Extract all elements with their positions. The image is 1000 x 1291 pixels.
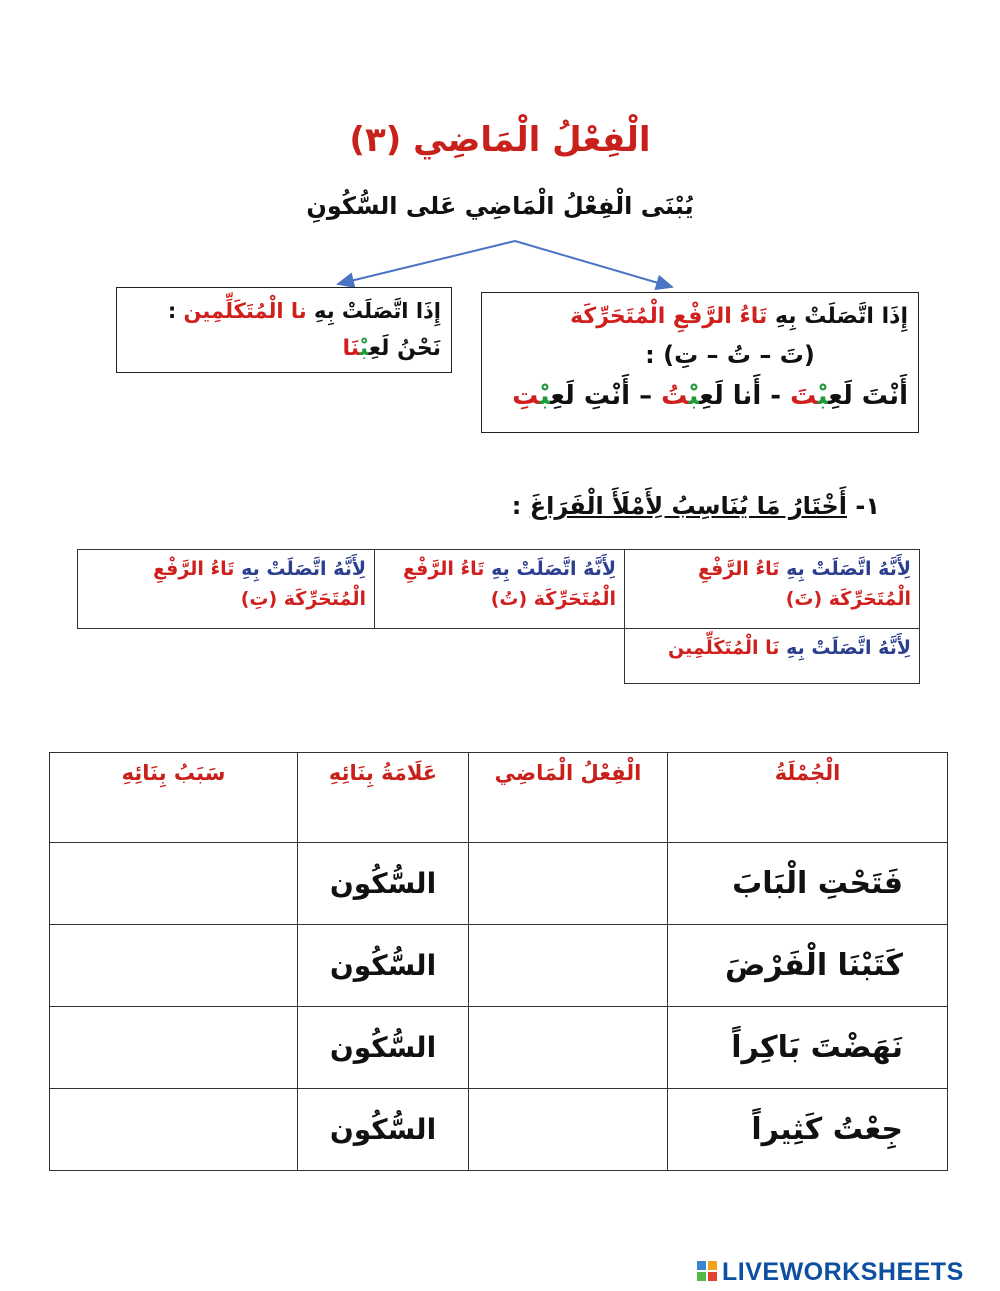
option-4-term: نَا الْمُتَكَلِّمِين xyxy=(668,637,780,659)
option-2[interactable] xyxy=(374,549,625,629)
example-3-suffix: تِ xyxy=(512,381,540,411)
page-title: الْفِعْلُ الْمَاضِي (٣) xyxy=(349,120,651,160)
question-text: أَخْتَارُ مَا يُنَاسِبُ لِأَمْلَأَ الْفَرَاغَ xyxy=(529,492,848,520)
arrow-left xyxy=(338,241,515,284)
sentence-cell: نَهَضْتَ بَاكِراً xyxy=(668,1007,948,1089)
option-4-prefix: لِأَنَّهُ اتَّصَلَتْ بِهِ xyxy=(786,637,911,659)
arrow-right xyxy=(515,241,672,287)
option-1-prefix: لِأَنَّهُ اتَّصَلَتْ بِهِ xyxy=(786,558,911,580)
rule-naa-example xyxy=(127,330,441,368)
table-row xyxy=(50,925,948,1007)
example-1-suffix: تَ xyxy=(790,381,818,411)
option-3-prefix: لِأَنَّهُ اتَّصَلَتْ بِهِ xyxy=(241,558,366,580)
rule-taa-examples xyxy=(492,373,908,419)
rule-taa-term: تَاءُ الرَّفْعِ الْمُتَحَرِّكَة xyxy=(570,304,768,329)
mark-cell: السُّكُون xyxy=(298,1089,469,1171)
question-heading xyxy=(460,492,880,520)
separator: - xyxy=(761,381,791,411)
naa-example-stem: نَحْنُ لَعِ xyxy=(368,336,441,361)
sentence-cell: فَتَحْتِ الْبَابَ xyxy=(668,843,948,925)
example-1-stem: أَنْتَ لَعِ xyxy=(828,381,908,411)
table-row xyxy=(50,1007,948,1089)
colon: : xyxy=(511,492,530,520)
branch-arrows xyxy=(0,0,1000,300)
separator: – xyxy=(630,381,662,411)
naa-example-sukun: بْ xyxy=(359,336,369,361)
table-row xyxy=(50,1089,948,1171)
table-row xyxy=(50,843,948,925)
rule-box-taa xyxy=(481,292,919,433)
verb-dropzone[interactable] xyxy=(469,925,668,1007)
liveworksheets-logo-icon xyxy=(696,1260,718,1284)
colon: : xyxy=(167,299,184,323)
option-2-prefix: لِأَنَّهُ اتَّصَلَتْ بِهِ xyxy=(491,558,616,580)
rule-taa-prefix: إِذَا اتَّصَلَتْ بِهِ xyxy=(774,304,908,329)
mark-cell: السُّكُون xyxy=(298,843,469,925)
question-number: ١- xyxy=(847,492,880,520)
reason-dropzone[interactable] xyxy=(50,843,298,925)
example-2-stem: أَنا لَعِ xyxy=(699,381,762,411)
verb-dropzone[interactable] xyxy=(469,1089,668,1171)
example-3-sukun: بْ xyxy=(539,381,551,411)
naa-example-suffix: نَا xyxy=(342,336,360,361)
sentence-cell: جِعْتُ كَثِيراً xyxy=(668,1089,948,1171)
rule-naa-term: نا الْمُتَكَلِّمِين xyxy=(183,299,307,323)
header-sentence: الْجُمْلَةُ xyxy=(668,753,948,843)
table-header-row xyxy=(50,753,948,843)
rule-taa-line2 xyxy=(492,337,908,373)
example-1 xyxy=(790,381,908,411)
rule-naa-line1 xyxy=(127,292,441,330)
option-3-term: تَاءُ الرَّفْعِ الْمُتَحَرِّكَة (تِ) xyxy=(152,558,366,610)
option-1-term: تَاءُ الرَّفْعِ الْمُتَحَرِّكَة (تَ) xyxy=(697,558,911,610)
example-2-suffix: تُ xyxy=(661,381,689,411)
example-2 xyxy=(661,381,761,411)
example-2-sukun: بْ xyxy=(688,381,700,411)
example-1-sukun: بْ xyxy=(817,381,829,411)
reason-dropzone[interactable] xyxy=(50,1089,298,1171)
sentence-cell: كَتَبْنَا الْفَرْضَ xyxy=(668,925,948,1007)
rule-taa-line1 xyxy=(492,297,908,337)
verb-dropzone[interactable] xyxy=(469,1007,668,1089)
logo-text: LIVEWORKSHEETS xyxy=(722,1257,964,1286)
rule-naa-prefix: إِذَا اتَّصَلَتْ بِهِ xyxy=(314,299,441,323)
rule-box-naa xyxy=(116,287,452,373)
analysis-table xyxy=(49,752,948,1171)
option-4[interactable] xyxy=(624,628,920,684)
verb-dropzone[interactable] xyxy=(469,843,668,925)
example-3-stem: أَنْتِ لَعِ xyxy=(550,381,631,411)
taa-forms: (تَ – تُ – تِ) : xyxy=(645,341,815,369)
reason-dropzone[interactable] xyxy=(50,925,298,1007)
header-past-verb: الْفِعْلُ الْمَاضِي xyxy=(469,753,668,843)
example-3 xyxy=(512,381,630,411)
subtitle: يُبْنَى الْفِعْلُ الْمَاضِي عَلى السُّكُونِ xyxy=(306,192,694,220)
option-1[interactable] xyxy=(624,549,920,629)
liveworksheets-logo[interactable] xyxy=(696,1258,964,1286)
option-2-term: تَاءُ الرَّفْعِ الْمُتَحَرِّكَة (تُ) xyxy=(402,558,616,610)
mark-cell: السُّكُون xyxy=(298,925,469,1007)
header-build-mark: عَلَامَةُ بِنَائِهِ xyxy=(298,753,469,843)
option-3[interactable] xyxy=(77,549,375,629)
header-build-reason: سَبَبُ بِنَائِهِ xyxy=(50,753,298,843)
reason-dropzone[interactable] xyxy=(50,1007,298,1089)
mark-cell: السُّكُون xyxy=(298,1007,469,1089)
